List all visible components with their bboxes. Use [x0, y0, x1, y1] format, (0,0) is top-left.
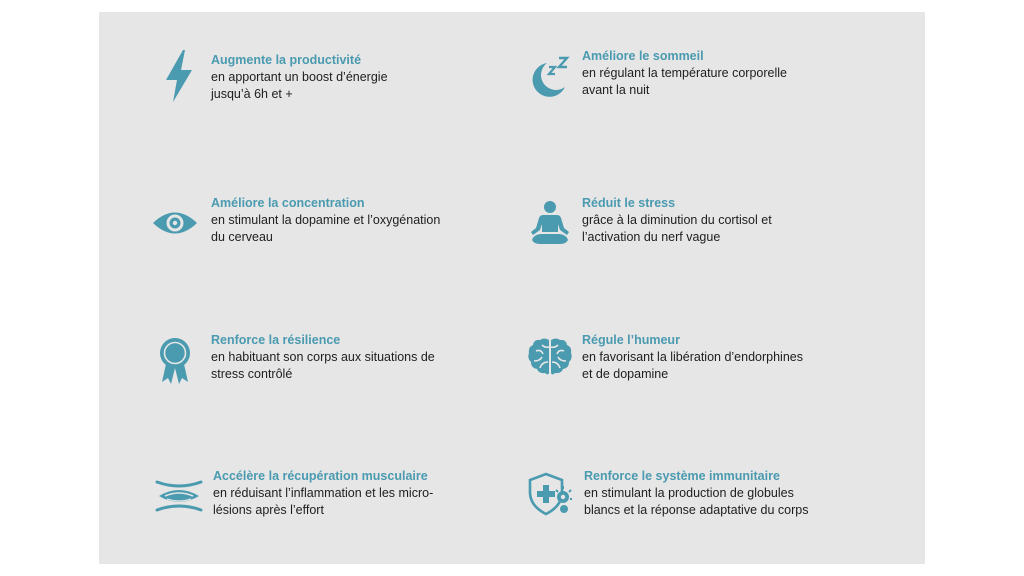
description-line: stress contrôlé: [211, 367, 293, 381]
moon-sleep-icon: [526, 54, 574, 102]
benefit-title: Accélère la récupération musculaire: [213, 469, 428, 483]
description-line: en stimulant la production de globules: [584, 486, 794, 500]
benefit-title: Améliore la concentration: [211, 196, 365, 210]
description-line: jusqu’à 6h et +: [211, 87, 293, 101]
description-line: en habituant son corps aux situations de: [211, 350, 435, 364]
benefit-description: [582, 349, 842, 383]
benefit-title: Renforce la résilience: [211, 333, 341, 347]
benefit-title: Réduit le stress: [582, 196, 676, 210]
benefit-title: Régule l’humeur: [582, 333, 680, 347]
brain-icon: [526, 334, 574, 382]
award-ribbon-icon: [151, 338, 199, 386]
benefit-description: [211, 69, 471, 103]
shield-immune-icon: [526, 470, 574, 518]
description-line: et de dopamine: [582, 367, 669, 381]
benefit-title: Améliore le sommeil: [582, 49, 704, 63]
benefit-description: [584, 485, 844, 519]
benefit-description: [582, 212, 842, 246]
meditation-icon: [526, 199, 574, 247]
description-line: lésions après l’effort: [213, 503, 324, 517]
description-line: en régulant la température corporelle: [582, 66, 787, 80]
benefit-description: [211, 349, 471, 383]
benefit-title: Augmente la productivité: [211, 53, 362, 67]
description-line: en favorisant la libération d’endorphines: [582, 350, 803, 364]
description-line: blancs et la réponse adaptative du corps: [584, 503, 809, 517]
lightning-bolt-icon: [155, 52, 203, 100]
benefit-description: [213, 485, 473, 519]
description-line: grâce à la diminution du cortisol et: [582, 213, 772, 227]
benefits-panel: [99, 12, 925, 564]
eye-icon: [151, 199, 199, 247]
benefit-description: [211, 212, 471, 246]
description-line: en réduisant l’inflammation et les micro-: [213, 486, 434, 500]
description-line: l’activation du nerf vague: [582, 230, 721, 244]
description-line: en apportant un boost d’énergie: [211, 70, 388, 84]
benefit-title: Renforce le système immunitaire: [584, 469, 780, 483]
description-line: en stimulant la dopamine et l’oxygénation: [211, 213, 441, 227]
description-line: du cerveau: [211, 230, 273, 244]
benefit-description: [582, 65, 842, 99]
description-line: avant la nuit: [582, 83, 650, 97]
muscle-waves-icon: [155, 472, 203, 520]
